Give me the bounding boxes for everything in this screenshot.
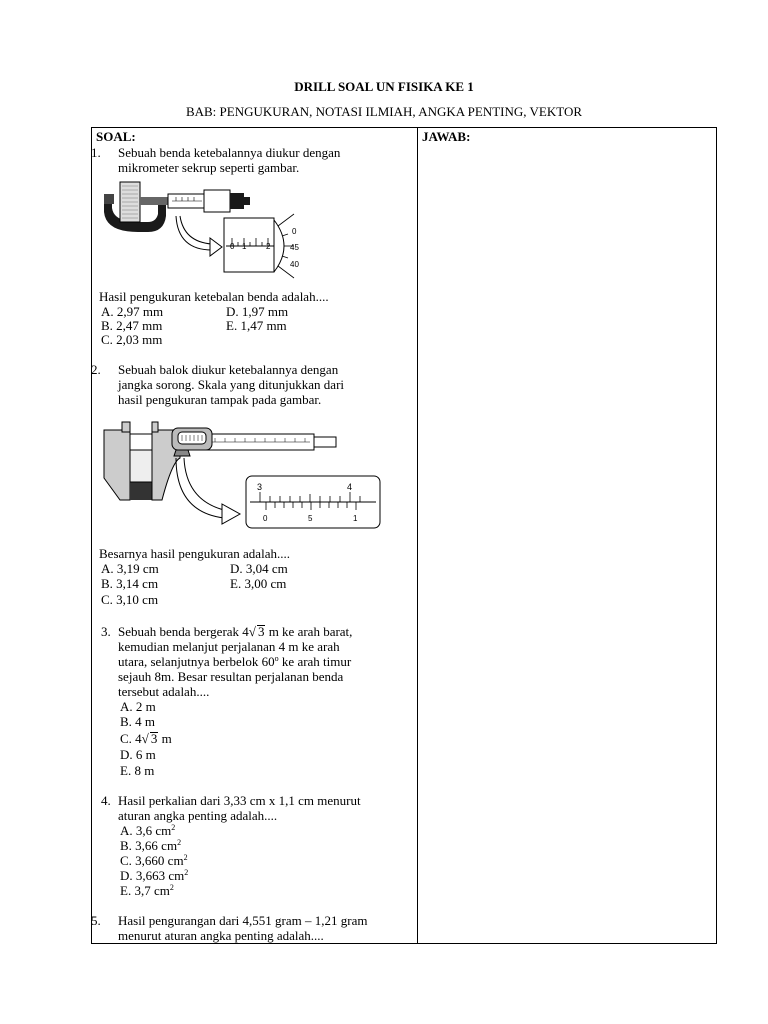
q2-vernier-1: 1 xyxy=(353,514,358,523)
q1-number: 1. xyxy=(91,145,101,160)
q3-option-c: C. 4√ 3 m xyxy=(120,731,172,746)
q1-option-e: E. 1,47 mm xyxy=(226,318,287,333)
q3-line5: tersebut adalah.... xyxy=(118,684,210,699)
q2-vernier-0: 0 xyxy=(263,514,268,523)
q3-option-e: E. 8 m xyxy=(120,763,155,778)
q3-line3: utara, selanjutnya berbelok 60$^o$ ke arah timur xyxy=(118,654,352,669)
soal-header: SOAL: xyxy=(96,129,136,144)
q4-option-a: A. 3,6 $cm^2$ xyxy=(120,823,176,838)
q1-thimble-45: 45 xyxy=(290,243,299,252)
q4-line1: Hasil perkalian dari 3,33 cm x 1,1 cm menurut xyxy=(118,793,361,808)
q1-option-c: C. 2,03 mm xyxy=(101,332,163,347)
q1-option-b: B. 2,47 mm xyxy=(101,318,163,333)
q4-option-d: D. 3,663 $cm^2$ xyxy=(120,868,189,883)
q2-line3: hasil pengukuran tampak pada gambar. xyxy=(118,392,322,407)
q2-option-b: B. 3,14 cm xyxy=(101,576,159,591)
q1-scale-2: 2 xyxy=(266,242,271,251)
q2-line1: Sebuah balok diukur ketebalannya dengan xyxy=(118,362,339,377)
q3-line4: sejauh 8m. Besar resultan perjalanan benda xyxy=(118,669,344,684)
micrometer-figure xyxy=(98,180,308,280)
q3-number: 3. xyxy=(101,624,111,639)
q1-option-a: A. 2,97 mm xyxy=(101,304,164,319)
q2-main-3: 3 xyxy=(257,482,263,492)
q3-line1: Sebuah benda bergerak 4√ 3 m ke arah barat, xyxy=(118,624,353,639)
q4-option-c: C. 3,660 $cm^2$ xyxy=(120,853,188,868)
q2-option-e: E. 3,00 cm xyxy=(230,576,287,591)
q5-line2: menurut aturan angka penting adalah.... xyxy=(118,928,324,943)
q3-option-a: A. 2 m xyxy=(120,699,156,714)
q1-thimble-0: 0 xyxy=(292,227,297,236)
q2-option-c: C. 3,10 cm xyxy=(101,592,159,607)
q4-number: 4. xyxy=(101,793,111,808)
q1-question: Hasil pengukuran ketebalan benda adalah.... xyxy=(99,289,329,304)
q2-vernier-5: 5 xyxy=(308,514,313,523)
q2-number: 2. xyxy=(91,362,101,377)
q4-line2: aturan angka penting adalah.... xyxy=(118,808,278,823)
q1-scale-0: 0 xyxy=(230,242,235,251)
q2-question: Besarnya hasil pengukuran adalah.... xyxy=(99,546,290,561)
q3-option-d: D. 6 m xyxy=(120,747,156,762)
q4-option-b: B. 3,66 $cm^2$ xyxy=(120,838,182,853)
q1-line2: mikrometer sekrup seperti gambar. xyxy=(118,160,300,175)
q1-scale-1: 1 xyxy=(242,242,247,251)
q2-option-a: A. 3,19 cm xyxy=(101,561,159,576)
q4-option-e: E. 3,7 $cm^2$ xyxy=(120,883,174,898)
q2-option-d: D. 3,04 cm xyxy=(230,561,288,576)
q3-line2: kemudian melanjut perjalanan 4 m ke arah xyxy=(118,639,340,654)
q5-line1: Hasil pengurangan dari 4,551 gram – 1,21 gram xyxy=(118,913,368,928)
q5-number: 5. xyxy=(91,913,101,928)
q1-thimble-40: 40 xyxy=(290,260,299,269)
q1-line1: Sebuah benda ketebalannya diukur dengan xyxy=(118,145,341,160)
q1-option-d: D. 1,97 mm xyxy=(226,304,289,319)
q3-option-b: B. 4 m xyxy=(120,714,156,729)
jawab-header: JAWAB: xyxy=(422,129,471,144)
column-divider xyxy=(417,127,418,944)
q2-line2: jangka sorong. Skala yang ditunjukkan dari xyxy=(118,377,345,392)
page-title: DRILL SOAL UN FISIKA KE 1 xyxy=(294,79,474,94)
q2-main-4: 4 xyxy=(347,482,353,492)
page-subtitle: BAB: PENGUKURAN, NOTASI ILMIAH, ANGKA PENTING, VEKTOR xyxy=(185,104,583,119)
caliper-figure xyxy=(100,418,384,533)
q3-root: 3 xyxy=(257,624,265,639)
